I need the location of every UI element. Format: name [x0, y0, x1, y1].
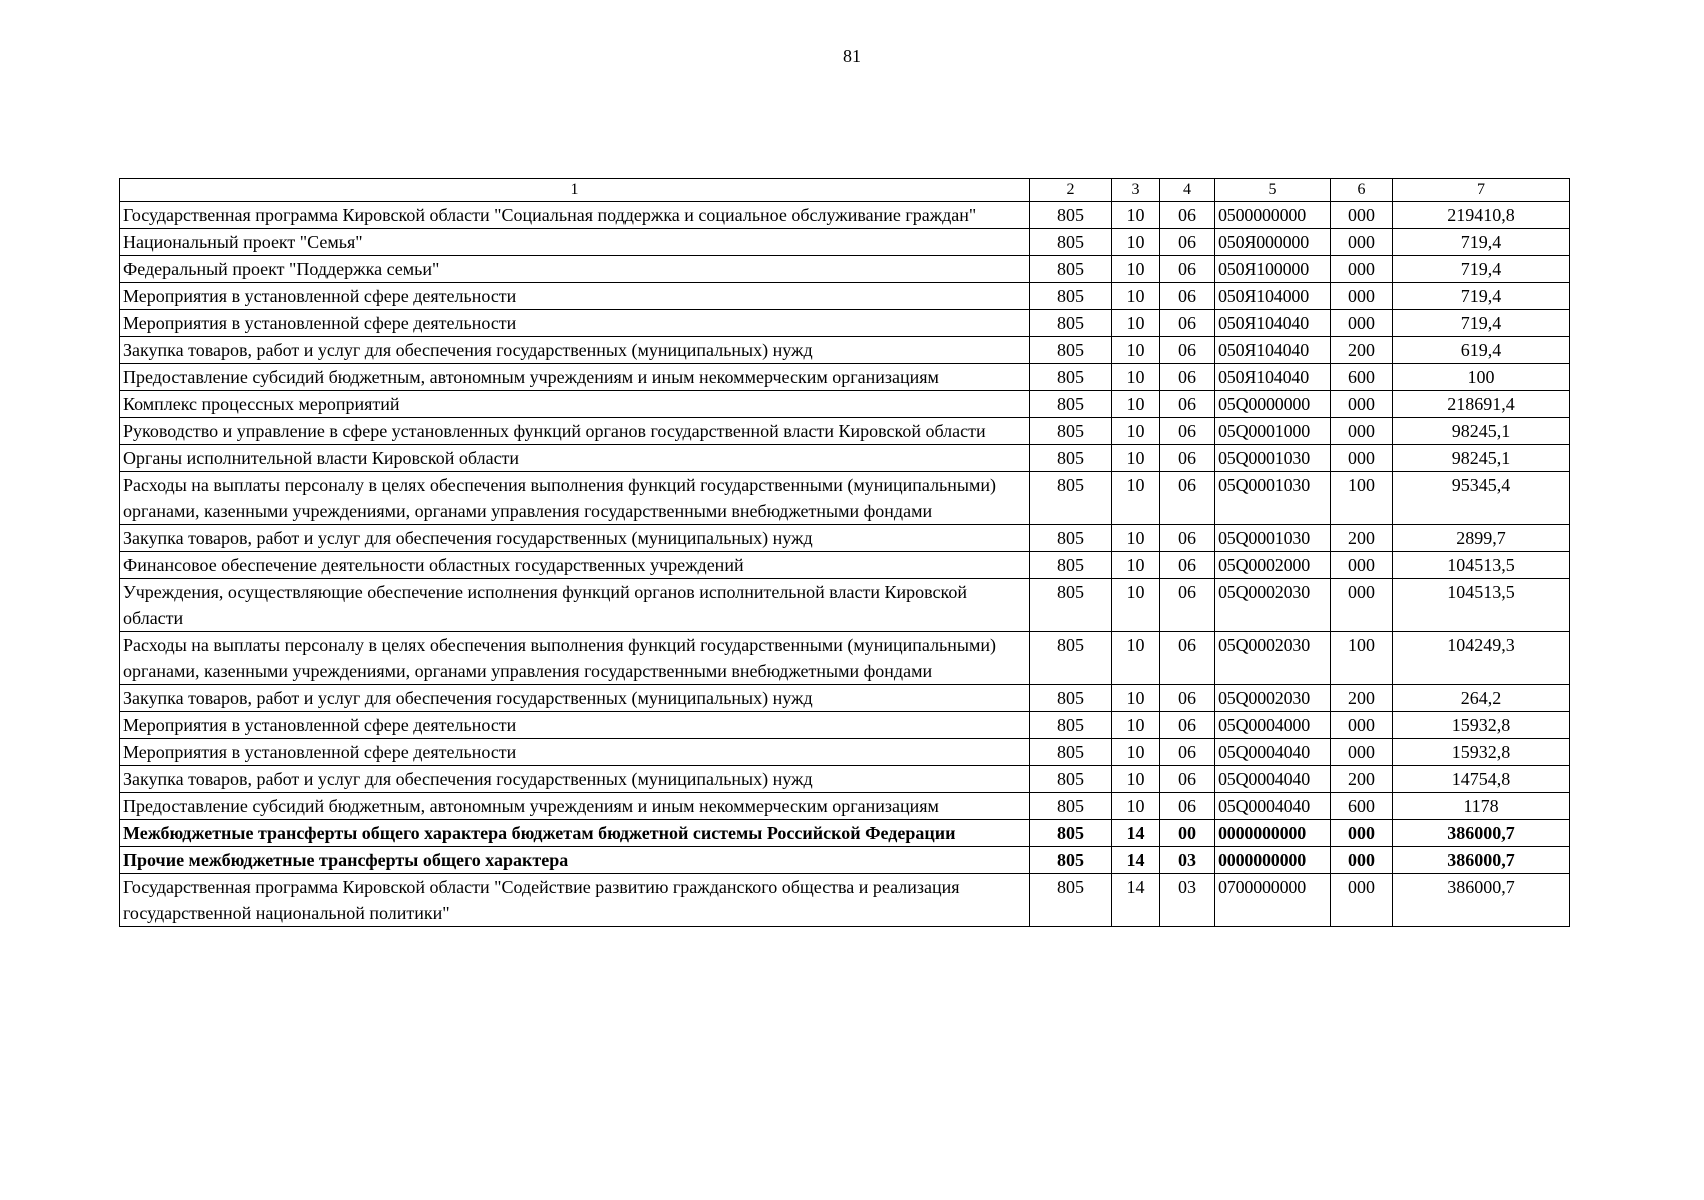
table-row: [120, 820, 1570, 847]
row-col5-cell: 0000000000: [1215, 820, 1331, 847]
column-header-3: 3: [1112, 179, 1160, 202]
row-col4-cell: 06: [1160, 552, 1215, 579]
row-col3-cell: 10: [1112, 525, 1160, 552]
row-col5-cell: 05Q0002000: [1215, 552, 1331, 579]
row-col3-cell: 10: [1112, 202, 1160, 229]
row-col4-cell: 06: [1160, 739, 1215, 766]
row-name-cell: Национальный проект "Семья": [120, 229, 1030, 256]
row-col2-cell: 805: [1030, 632, 1112, 685]
row-name-cell: Комплекс процессных мероприятий: [120, 391, 1030, 418]
row-name-cell: Руководство и управление в сфере установленных функций органов государственной власти Кировской области: [120, 418, 1030, 445]
row-col5-cell: 05Q0004040: [1215, 739, 1331, 766]
row-col7-cell: 719,4: [1393, 256, 1570, 283]
row-col5-cell: 05Q0002030: [1215, 579, 1331, 632]
row-col5-cell: 0500000000: [1215, 202, 1331, 229]
row-col6-cell: 200: [1331, 766, 1393, 793]
row-col6-cell: 600: [1331, 364, 1393, 391]
row-col4-cell: 06: [1160, 256, 1215, 283]
row-col7-cell: 14754,8: [1393, 766, 1570, 793]
row-col6-cell: 000: [1331, 874, 1393, 927]
row-name-cell: Финансовое обеспечение деятельности областных государственных учреждений: [120, 552, 1030, 579]
row-col5-cell: 050Я104040: [1215, 310, 1331, 337]
table-row: [120, 766, 1570, 793]
table-row: [120, 229, 1570, 256]
row-col5-cell: 050Я100000: [1215, 256, 1331, 283]
row-col5-cell: 05Q0001030: [1215, 472, 1331, 525]
table-row: [120, 847, 1570, 874]
row-col5-cell: 05Q0004000: [1215, 712, 1331, 739]
row-col7-cell: 104513,5: [1393, 579, 1570, 632]
row-name-cell: Предоставление субсидий бюджетным, автономным учреждениям и иным некоммерческим организациям: [120, 364, 1030, 391]
row-col7-cell: 100: [1393, 364, 1570, 391]
row-col7-cell: 719,4: [1393, 229, 1570, 256]
row-name-cell: Государственная программа Кировской области "Социальная поддержка и социальное обслуживание граждан": [120, 202, 1030, 229]
row-col6-cell: 000: [1331, 579, 1393, 632]
row-col2-cell: 805: [1030, 874, 1112, 927]
row-col3-cell: 10: [1112, 283, 1160, 310]
row-col2-cell: 805: [1030, 283, 1112, 310]
row-col6-cell: 600: [1331, 793, 1393, 820]
table-row: [120, 310, 1570, 337]
row-col4-cell: 06: [1160, 472, 1215, 525]
row-col2-cell: 805: [1030, 229, 1112, 256]
table-row: [120, 712, 1570, 739]
row-col2-cell: 805: [1030, 418, 1112, 445]
row-col2-cell: 805: [1030, 391, 1112, 418]
row-name-cell: Закупка товаров, работ и услуг для обеспечения государственных (муниципальных) нужд: [120, 766, 1030, 793]
column-header-7: 7: [1393, 179, 1570, 202]
row-col6-cell: 200: [1331, 337, 1393, 364]
table-row: [120, 793, 1570, 820]
row-name-cell: Закупка товаров, работ и услуг для обеспечения государственных (муниципальных) нужд: [120, 525, 1030, 552]
row-name-cell: Мероприятия в установленной сфере деятельности: [120, 310, 1030, 337]
column-header-6: 6: [1331, 179, 1393, 202]
row-col3-cell: 10: [1112, 685, 1160, 712]
row-col7-cell: 104249,3: [1393, 632, 1570, 685]
row-col6-cell: 000: [1331, 820, 1393, 847]
row-col3-cell: 10: [1112, 229, 1160, 256]
row-name-cell: Закупка товаров, работ и услуг для обеспечения государственных (муниципальных) нужд: [120, 337, 1030, 364]
row-name-cell: Федеральный проект "Поддержка семьи": [120, 256, 1030, 283]
row-col2-cell: 805: [1030, 525, 1112, 552]
table-row: [120, 685, 1570, 712]
row-col5-cell: 05Q0001030: [1215, 445, 1331, 472]
row-name-cell: Органы исполнительной власти Кировской области: [120, 445, 1030, 472]
table-row: [120, 579, 1570, 632]
table-row: [120, 739, 1570, 766]
page-number: 81: [843, 46, 861, 66]
row-col3-cell: 10: [1112, 552, 1160, 579]
row-col7-cell: 386000,7: [1393, 820, 1570, 847]
row-col3-cell: 10: [1112, 739, 1160, 766]
row-col2-cell: 805: [1030, 847, 1112, 874]
row-col4-cell: 03: [1160, 874, 1215, 927]
row-col2-cell: 805: [1030, 766, 1112, 793]
column-header-5: 5: [1215, 179, 1331, 202]
row-col5-cell: 05Q0002030: [1215, 685, 1331, 712]
row-col2-cell: 805: [1030, 445, 1112, 472]
table-row: [120, 256, 1570, 283]
row-col3-cell: 10: [1112, 391, 1160, 418]
row-col4-cell: 06: [1160, 685, 1215, 712]
table-row: [120, 525, 1570, 552]
row-col3-cell: 10: [1112, 310, 1160, 337]
table-row: [120, 874, 1570, 927]
row-col5-cell: 05Q0004040: [1215, 793, 1331, 820]
table-row: [120, 472, 1570, 525]
row-col6-cell: 000: [1331, 256, 1393, 283]
row-col2-cell: 805: [1030, 310, 1112, 337]
row-name-cell: Расходы на выплаты персоналу в целях обеспечения выполнения функций государственными (муниципальными) органами, казенными учреждениями, органами управления государственными внебюджетными фондами: [120, 632, 1030, 685]
row-name-cell: Мероприятия в установленной сфере деятельности: [120, 739, 1030, 766]
row-col2-cell: 805: [1030, 472, 1112, 525]
row-col4-cell: 03: [1160, 847, 1215, 874]
row-col6-cell: 000: [1331, 310, 1393, 337]
row-col7-cell: 219410,8: [1393, 202, 1570, 229]
row-col4-cell: 06: [1160, 766, 1215, 793]
row-col5-cell: 05Q0001000: [1215, 418, 1331, 445]
row-col6-cell: 000: [1331, 712, 1393, 739]
row-name-cell: Предоставление субсидий бюджетным, автономным учреждениям и иным некоммерческим организациям: [120, 793, 1030, 820]
row-col6-cell: 000: [1331, 229, 1393, 256]
row-col2-cell: 805: [1030, 202, 1112, 229]
row-col3-cell: 10: [1112, 712, 1160, 739]
row-col6-cell: 000: [1331, 739, 1393, 766]
row-col7-cell: 719,4: [1393, 310, 1570, 337]
table-row: [120, 283, 1570, 310]
row-col4-cell: 06: [1160, 525, 1215, 552]
row-col7-cell: 15932,8: [1393, 739, 1570, 766]
row-col2-cell: 805: [1030, 712, 1112, 739]
table-row: [120, 418, 1570, 445]
row-col3-cell: 10: [1112, 632, 1160, 685]
row-col5-cell: 050Я000000: [1215, 229, 1331, 256]
row-col7-cell: 218691,4: [1393, 391, 1570, 418]
row-col4-cell: 06: [1160, 712, 1215, 739]
row-col3-cell: 10: [1112, 579, 1160, 632]
row-col5-cell: 050Я104000: [1215, 283, 1331, 310]
row-col6-cell: 100: [1331, 472, 1393, 525]
row-col6-cell: 000: [1331, 445, 1393, 472]
row-col7-cell: 619,4: [1393, 337, 1570, 364]
row-col2-cell: 805: [1030, 820, 1112, 847]
header-row: [120, 179, 1570, 202]
row-col2-cell: 805: [1030, 337, 1112, 364]
column-header-4: 4: [1160, 179, 1215, 202]
row-col4-cell: 06: [1160, 364, 1215, 391]
table-row: [120, 632, 1570, 685]
row-col7-cell: 15932,8: [1393, 712, 1570, 739]
row-name-cell: Государственная программа Кировской области "Содействие развитию гражданского общества и реализация государственной национальной политики": [120, 874, 1030, 927]
table-row: [120, 202, 1570, 229]
row-col7-cell: 95345,4: [1393, 472, 1570, 525]
row-col4-cell: 06: [1160, 391, 1215, 418]
row-col4-cell: 06: [1160, 310, 1215, 337]
table-row: [120, 337, 1570, 364]
row-col4-cell: 06: [1160, 445, 1215, 472]
row-col2-cell: 805: [1030, 364, 1112, 391]
row-col5-cell: 050Я104040: [1215, 364, 1331, 391]
row-col3-cell: 10: [1112, 445, 1160, 472]
row-col3-cell: 10: [1112, 793, 1160, 820]
row-col7-cell: 1178: [1393, 793, 1570, 820]
row-col4-cell: 06: [1160, 793, 1215, 820]
row-col5-cell: 0000000000: [1215, 847, 1331, 874]
row-col7-cell: 2899,7: [1393, 525, 1570, 552]
row-col6-cell: 100: [1331, 632, 1393, 685]
row-col4-cell: 06: [1160, 418, 1215, 445]
row-col4-cell: 06: [1160, 579, 1215, 632]
row-col6-cell: 000: [1331, 391, 1393, 418]
row-name-cell: Расходы на выплаты персоналу в целях обеспечения выполнения функций государственными (муниципальными) органами, казенными учреждениями, органами управления государственными внебюджетными фондами: [120, 472, 1030, 525]
row-col7-cell: 719,4: [1393, 283, 1570, 310]
row-col3-cell: 10: [1112, 766, 1160, 793]
row-name-cell: Закупка товаров, работ и услуг для обеспечения государственных (муниципальных) нужд: [120, 685, 1030, 712]
table-row: [120, 364, 1570, 391]
row-col2-cell: 805: [1030, 685, 1112, 712]
row-col5-cell: 05Q0000000: [1215, 391, 1331, 418]
row-col5-cell: 05Q0002030: [1215, 632, 1331, 685]
row-col5-cell: 05Q0001030: [1215, 525, 1331, 552]
row-col4-cell: 06: [1160, 337, 1215, 364]
row-col2-cell: 805: [1030, 579, 1112, 632]
row-col3-cell: 14: [1112, 847, 1160, 874]
row-col7-cell: 264,2: [1393, 685, 1570, 712]
table-row: [120, 445, 1570, 472]
row-col4-cell: 06: [1160, 283, 1215, 310]
row-col4-cell: 06: [1160, 632, 1215, 685]
row-col6-cell: 000: [1331, 418, 1393, 445]
table-row: [120, 552, 1570, 579]
row-col7-cell: 98245,1: [1393, 418, 1570, 445]
row-col2-cell: 805: [1030, 256, 1112, 283]
row-name-cell: Межбюджетные трансферты общего характера бюджетам бюджетной системы Российской Федерации: [120, 820, 1030, 847]
row-col3-cell: 14: [1112, 874, 1160, 927]
row-col6-cell: 000: [1331, 847, 1393, 874]
row-col5-cell: 050Я104040: [1215, 337, 1331, 364]
row-col4-cell: 06: [1160, 202, 1215, 229]
row-name-cell: Мероприятия в установленной сфере деятельности: [120, 712, 1030, 739]
row-col2-cell: 805: [1030, 552, 1112, 579]
row-name-cell: Учреждения, осуществляющие обеспечение исполнения функций органов исполнительной власти Кировской области: [120, 579, 1030, 632]
row-col6-cell: 000: [1331, 552, 1393, 579]
row-col6-cell: 000: [1331, 202, 1393, 229]
row-col4-cell: 00: [1160, 820, 1215, 847]
row-col6-cell: 000: [1331, 283, 1393, 310]
table-body: [120, 202, 1570, 927]
row-col5-cell: 05Q0004040: [1215, 766, 1331, 793]
row-col3-cell: 10: [1112, 337, 1160, 364]
row-col7-cell: 98245,1: [1393, 445, 1570, 472]
row-col6-cell: 200: [1331, 685, 1393, 712]
row-col5-cell: 0700000000: [1215, 874, 1331, 927]
column-header-2: 2: [1030, 179, 1112, 202]
row-col3-cell: 10: [1112, 418, 1160, 445]
budget-table: [119, 178, 1570, 927]
row-col3-cell: 10: [1112, 472, 1160, 525]
row-col3-cell: 14: [1112, 820, 1160, 847]
row-name-cell: Мероприятия в установленной сфере деятельности: [120, 283, 1030, 310]
row-col3-cell: 10: [1112, 256, 1160, 283]
row-col7-cell: 104513,5: [1393, 552, 1570, 579]
row-col4-cell: 06: [1160, 229, 1215, 256]
table-row: [120, 391, 1570, 418]
column-header-1: 1: [120, 179, 1030, 202]
row-col6-cell: 200: [1331, 525, 1393, 552]
row-col2-cell: 805: [1030, 793, 1112, 820]
row-name-cell: Прочие межбюджетные трансферты общего характера: [120, 847, 1030, 874]
row-col7-cell: 386000,7: [1393, 874, 1570, 927]
row-col3-cell: 10: [1112, 364, 1160, 391]
row-col2-cell: 805: [1030, 739, 1112, 766]
row-col7-cell: 386000,7: [1393, 847, 1570, 874]
